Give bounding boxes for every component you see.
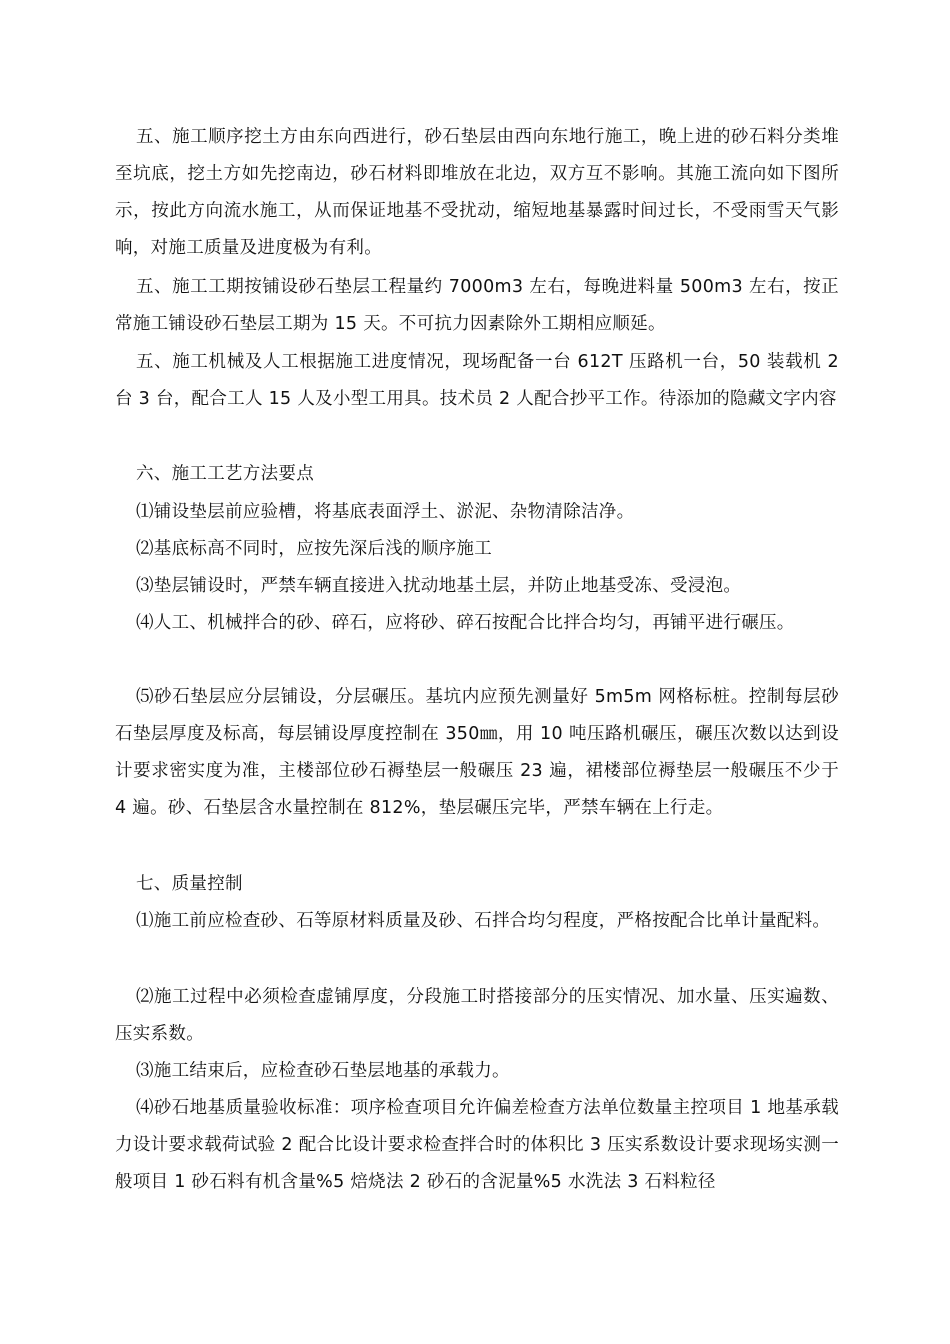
paragraph-machinery-labor: 五、施工机械及人工根据施工进度情况，现场配备一台 612T 压路机一台，50 装载机 2 台 3 台，配合工人 15 人及小型工用具。技术员 2 人配合抄平工作。待添加的隐藏文字内容	[115, 352, 839, 409]
paragraph-construction-period: 五、施工工期按铺设砂石垫层工程量约 7000m3 左右，每晚进料量 500m3 左右，按正常施工铺设砂石垫层工期为 15 天。不可抗力因素除外工期相应顺延。	[115, 277, 839, 334]
section-heading-quality: 七、质量控制	[136, 874, 243, 894]
quality-item-1: ⑴施工前应检查砂、石等原材料质量及砂、石拌合均匀程度，严格按配合比单计量配料。	[136, 911, 831, 931]
process-item-1: ⑴铺设垫层前应验槽，将基底表面浮土、淤泥、杂物清除洁净。	[136, 502, 635, 522]
quality-item-2: ⑵施工过程中必须检查虚铺厚度，分段施工时搭接部分的压实情况、加水量、压实遍数、压实系数。	[115, 987, 839, 1044]
process-item-5: ⑸砂石垫层应分层铺设，分层碾压。基坑内应预先测量好 5m5m 网格标桩。控制每层砂石垫层厚度及标高，每层铺设厚度控制在 350㎜，用 10 吨压路机碾压，碾压次数以达到设计要求密实度为准，主楼部位砂石褥垫层一般碾压 23 遍，裙楼部位褥垫层一般碾压不少于 4 遍。砂、石垫层含水量控制在 812%，垫层碾压完毕，严禁车辆在上行走。	[115, 687, 839, 818]
paragraph-construction-sequence: 五、施工顺序挖土方由东向西进行，砂石垫层由西向东地行施工，晚上进的砂石料分类堆至坑底，挖土方如先挖南边，砂石材料即堆放在北边，双方互不影响。其施工流向如下图所示，按此方向流水施工，从而保证地基不受扰动，缩短地基暴露时间过长，不受雨雪天气影响，对施工质量及进度极为有利。	[115, 127, 839, 258]
quality-item-3: ⑶施工结束后，应检查砂石垫层地基的承载力。	[136, 1061, 510, 1081]
process-item-3: ⑶垫层铺设时，严禁车辆直接进入扰动地基土层，并防止地基受冻、受浸泡。	[136, 576, 742, 596]
section-heading-process: 六、施工工艺方法要点	[136, 464, 314, 484]
quality-item-4: ⑷砂石地基质量验收标准：项序检查项目允许偏差检查方法单位数量主控项目 1 地基承载力设计要求载荷试验 2 配合比设计要求检查拌合时的体积比 3 压实系数设计要求现场实测一般项目 1 砂石料有机含量%5 焙烧法 2 砂石的含泥量%5 水洗法 3 石料粒径	[115, 1098, 839, 1192]
process-item-4: ⑷人工、机械拌合的砂、碎石，应将砂、碎石按配合比拌合均匀，再铺平进行碾压。	[136, 613, 795, 633]
process-item-2: ⑵基底标高不同时，应按先深后浅的顺序施工	[136, 539, 492, 559]
